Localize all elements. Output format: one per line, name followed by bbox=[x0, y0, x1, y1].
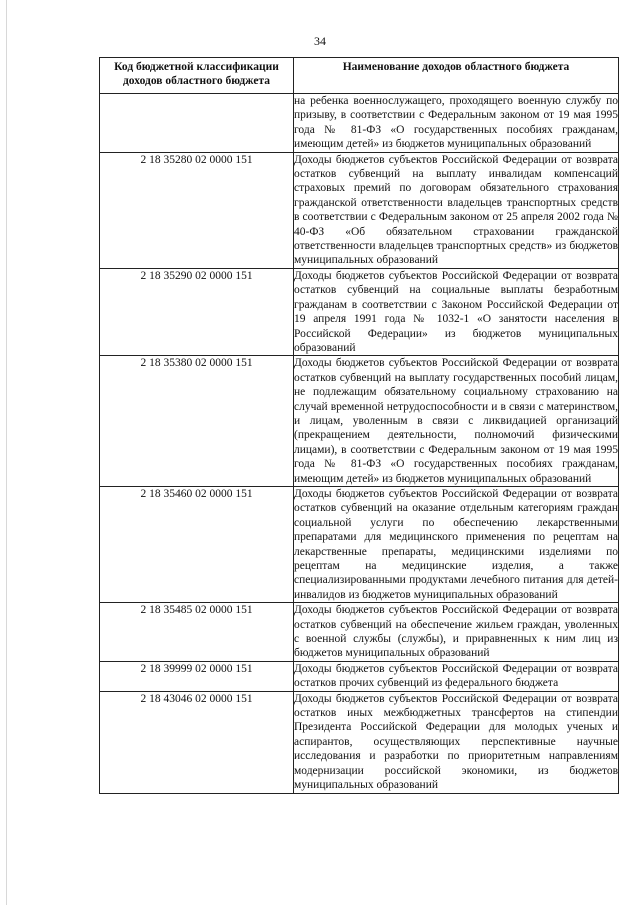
table-row bbox=[100, 152, 619, 268]
row-code bbox=[100, 94, 294, 153]
row-code: 2 18 39999 02 0000 151 bbox=[100, 661, 294, 691]
row-code: 2 18 35280 02 0000 151 bbox=[100, 152, 294, 268]
row-name: на ребенка военнослужащего, проходящего военную службу по призыву, в соответствии с Федеральным законом от 19 мая 1995 года № 81-ФЗ «О государственных пособиях гражданам, имеющим детей» из бюджетов муниципальных образований bbox=[294, 95, 618, 151]
page-number: 34 bbox=[314, 34, 326, 48]
row-code: 2 18 35460 02 0000 151 bbox=[100, 486, 294, 602]
scan-edge-line bbox=[6, 0, 7, 905]
row-code: 2 18 35290 02 0000 151 bbox=[100, 268, 294, 355]
table-row bbox=[100, 94, 619, 153]
row-name: Доходы бюджетов субъектов Российской Федерации от возврата остатков прочих субвенций из федерального бюджета bbox=[294, 662, 618, 690]
table-header-row bbox=[100, 58, 619, 94]
table-row bbox=[100, 486, 619, 602]
table-row bbox=[100, 661, 619, 691]
table-row bbox=[100, 691, 619, 793]
header-name-column: Наименование доходов областного бюджета bbox=[294, 58, 619, 94]
row-name: Доходы бюджетов субъектов Российской Федерации от возврата остатков иных межбюджетных трансфертов на стипендии Президента Российской Федерации для молодых ученых и аспирантов, осуществляющих перспективные научные исследования и разработки по приоритетным направлениям модернизации российской экономики, из бюджетов муниципальных образований bbox=[294, 692, 618, 792]
row-name: Доходы бюджетов субъектов Российской Федерации от возврата остатков субвенций на оказание отдельным категориям граждан социальной услуги по обеспечению лекарственными препаратами для медицинского применения по рецептам на лекарственные препараты, медицинскими изделиями по рецептам на медицинские изделия, а также специализированными продуктами лечебного питания для детей-инвалидов из бюджетов муниципальных образований bbox=[294, 487, 618, 601]
table-row bbox=[100, 356, 619, 487]
row-code: 2 18 35485 02 0000 151 bbox=[100, 603, 294, 662]
row-name: Доходы бюджетов субъектов Российской Федерации от возврата остатков субвенций на выплату инвалидам компенсаций страховых премий по договорам обязательного страхования гражданской ответственности владельцев транспортных средств в соответствии с Федеральным законом от 25 апреля 2002 года № 40-ФЗ «Об обязательном страховании гражданской ответственности владельцев транспортных средств» из бюджетов муниципальных образований bbox=[294, 153, 618, 267]
row-name: Доходы бюджетов субъектов Российской Федерации от возврата остатков субвенций на обеспечение жильем граждан, уволенных с военной службы (службы), и приравненных к ним лиц из бюджетов муниципальных образований bbox=[294, 604, 618, 660]
row-code: 2 18 35380 02 0000 151 bbox=[100, 356, 294, 487]
budget-classification-table bbox=[99, 57, 619, 794]
row-code: 2 18 43046 02 0000 151 bbox=[100, 691, 294, 793]
table-row bbox=[100, 268, 619, 355]
row-name: Доходы бюджетов субъектов Российской Федерации от возврата остатков субвенций на выплату государственных пособий лицам, не подлежащим обязательному социальному страхованию на случай временной нетрудоспособности и в связи с материнством, и лицам, уволенным в связи с ликвидацией организаций (прекращением деятельности, полномочий физическими лицами), в соответствии с Федеральным законом от 19 мая 1995 года № 81-ФЗ «О государственных пособиях гражданам, имеющим детей» из бюджетов муниципальных образований bbox=[294, 357, 618, 485]
table-row bbox=[100, 603, 619, 662]
header-code-column: Код бюджетной классификации доходов областного бюджета bbox=[100, 58, 294, 94]
row-name: Доходы бюджетов субъектов Российской Федерации от возврата остатков субвенций на социальные выплаты безработным гражданам в соответствии с Законом Российской Федерации от 19 апреля 1991 года № 1032-1 «О занятости населения в Российской Федерации» из бюджетов муниципальных образований bbox=[294, 269, 618, 354]
